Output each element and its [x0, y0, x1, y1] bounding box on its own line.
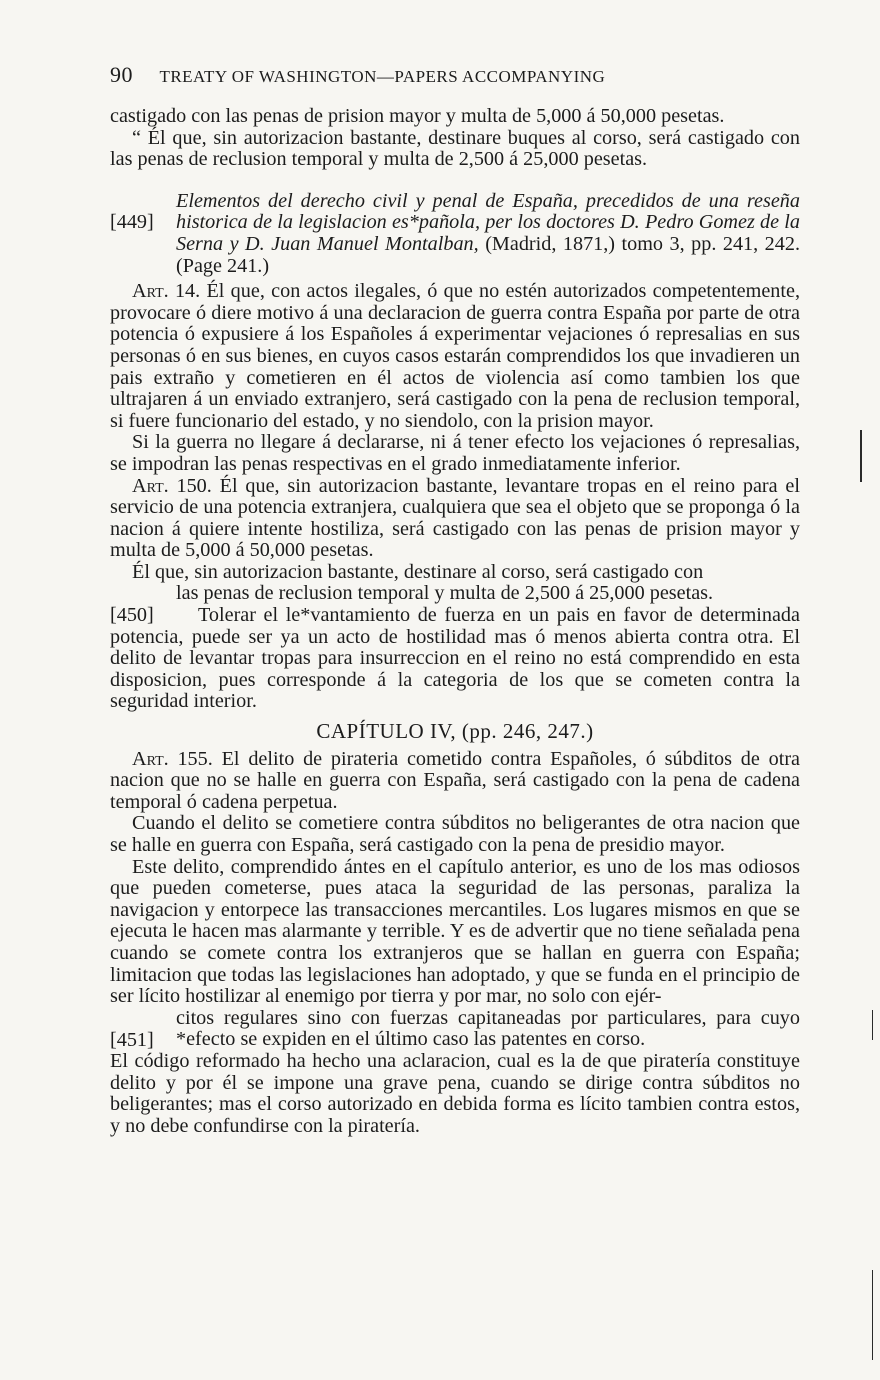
- paragraph: Este delito, comprendido ántes en el capítulo anterior, es uno de los mas odiosos que pueden cometerse, pues ataca la seguridad de las personas, paraliza la navigacion y entorpece las transacciones mercantiles. Los lugares mismos en que se ejecuta le hacen mas alarmante y terrible. Y es de advertir que no tiene señalada pena cuando se comete contra los extranjeros que se hallan en guerra con España; limitacion que todas las legislaciones han adoptado, y que se funda en el principio de ser lícito hostilizar al enemigo por tierra y por mar, no solo con ejér-: [110, 855, 800, 1008]
- paragraph: las penas de reclusion temporal y multa de 2,500 á 25,000 pesetas.: [176, 582, 714, 605]
- paragraph: castigado con las penas de prision mayor y multa de 5,000 á 50,000 pesetas.: [110, 105, 725, 127]
- article-14: [110, 281, 800, 432]
- page-number: 90: [110, 62, 133, 87]
- paragraph: El código reformado ha hecho una aclaracion, cual es la de que piratería constituye delito y por él se impone una grave pena, cuando se dirige contra súbditos no beligerantes; mas el corso autorizado en debida forma es lícito tambien contra estos, y no debe confundirse con la piratería.: [110, 1049, 800, 1137]
- paragraph: Si la guerra no llegare á declararse, ni á tener efecto los vejaciones ó represalias, se impodran las penas respectivas en el grado inmediatamente inferior.: [110, 431, 800, 475]
- running-title: TREATY OF WASHINGTON—PAPERS ACCOMPANYING: [159, 67, 606, 86]
- marked-paragraph: [110, 1008, 800, 1051]
- paragraph: Tolerar el le*vantamiento de fuerza en un pais en favor de determinada potencia, puede ser ya un acto de hostilidad mas ó menos abierta contra otra. El delito de levantar tropas para insurreccion en el reino no está comprendido en esta disposicion, pues corresponde á la categoria de los que se cometen contra la seguridad interior.: [110, 604, 800, 713]
- marked-paragraph: [110, 605, 800, 713]
- margin-rule: [872, 1010, 873, 1040]
- page-marker: [450]: [110, 604, 154, 627]
- source-title: Elementos del derecho civil y penal de España, precedidos de una reseña historica de la legislacion es*pañola, per los doctores D. Pedro Gomez de la Serna y D. Juan Manuel Montalban,: [176, 189, 800, 255]
- article-label: Art. 155.: [132, 747, 213, 770]
- page-header: [110, 62, 830, 88]
- margin-rule: [860, 430, 862, 482]
- page-marker: [451]: [110, 1028, 154, 1051]
- paragraph: Él que, sin autorizacion bastante, destinare al corso, será castigado con: [132, 560, 704, 583]
- article-text: Él que, sin autorizacion bastante, levantare tropas en el reino para el servicio de una potencia extranjera, cualquiera que sea el objeto que se proponga ó la nacion á quiere intente hostiliza, será castigado con las penas de prision mayor y multa de 5,000 á 50,000 pesetas.: [110, 474, 801, 562]
- article-150: [110, 476, 800, 562]
- source-tail: (Madrid, 1871,) tomo 3, pp. 241, 242. (Page 241.): [176, 232, 800, 277]
- chapter-heading: CAPÍTULO IV, (pp. 246, 247.): [316, 719, 594, 744]
- source-citation: [110, 191, 800, 277]
- article-label: Art. 14.: [132, 280, 201, 303]
- paragraph: “ Él que, sin autorizacion bastante, destinare buques al corso, será castigado con las penas de reclusion temporal y multa de 2,500 á 25,000 pesetas.: [110, 126, 800, 171]
- article-label: Art. 150.: [132, 474, 212, 497]
- article-text: Él que, con actos ilegales, ó que no estén autorizados competentemente, provocare ó diere motivo á una declaracion de guerra contra España por parte de otra potencia ó expusiere á los Españoles á experimentar vejaciones ó represalias en sus personas ó en sus bienes, en cuyos casos estarán comprendidos los que invadieren un pais extraño y cometieren en él actos de violencia así como tambien los que ultrajaren á un enviado extranjero, será castigado con la pena de reclusion temporal, si fuere funcionario del estado, y no siendolo, con la prision mayor.: [110, 280, 801, 432]
- paragraph: Cuando el delito se cometiere contra súbditos no beligerantes de otra nacion que se halle en guerra con España, será castigado con la pena de presidio mayor.: [110, 812, 800, 856]
- article-155: [110, 749, 800, 814]
- page-marker: [449]: [110, 210, 154, 233]
- article-text: El delito de pirateria cometido contra Españoles, ó súbditos de otra nacion que no se halle en guerra con España, será castigado con la pena de cadena temporal ó cadena perpetua.: [110, 747, 800, 813]
- margin-rule: [872, 1270, 873, 1360]
- page-body: [110, 106, 800, 1137]
- paragraph: citos regulares sino con fuerzas capitaneadas por particulares, para cuyo *efecto se expiden en el último caso las patentes en corso.: [176, 1006, 800, 1051]
